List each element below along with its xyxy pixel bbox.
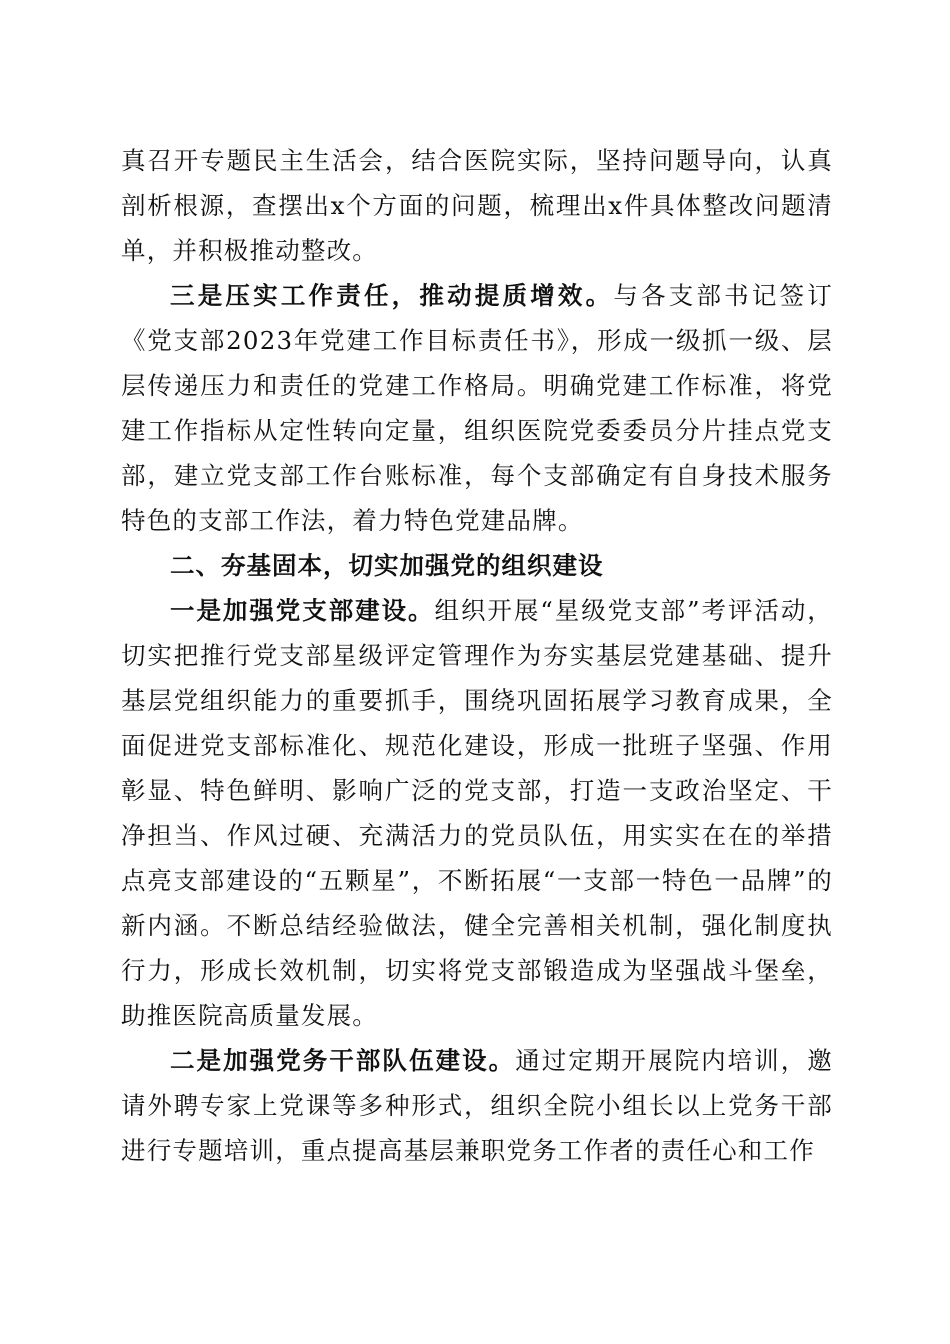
paragraph-text: 通过定期开展院内培训，邀请外聘专家上党课等多种形式，组织全院小组长以上党务干部进行专题培训，重点提高基层兼职党务工作者的责任心和工作 [121, 1046, 833, 1165]
paragraph-text: 与各支部书记签订《党支部2023年党建工作目标责任书》，形成一级抓一级、层层传递压力和责任的党建工作格局。明确党建工作标准，将党建工作指标从定性转向定量，组织医院党委委员分片挂点党支部，建立党支部工作台账标准，每个支部确定有自身技术服务特色的支部工作法，着力特色党建品牌。 [121, 281, 833, 535]
paragraph-text: 真召开专题民主生活会，结合医院实际，坚持问题导向，认真剖析根源，查摆出x个方面的问题，梳理出x件具体整改问题清单，并积极推动整改。 [121, 146, 833, 265]
paragraph-branch-building [121, 588, 833, 1038]
paragraph-responsibility [121, 273, 833, 543]
paragraph-cadre-team [121, 1038, 833, 1173]
paragraph-text: 组织开展“星级党支部”考评活动，切实把推行党支部星级评定管理作为夯实基层党建基础、提升基层党组织能力的重要抓手，围绕巩固拓展学习教育成果，全面促进党支部标准化、规范化建设，形成一批班子坚强、作用彰显、特色鲜明、影响广泛的党支部，打造一支政治坚定、干净担当、作风过硬、充满活力的党员队伍，用实实在在的举措点亮支部建设的“五颗星”，不断拓展“一支部一特色一品牌”的新内涵。不断总结经验做法，健全完善相关机制，强化制度执行力，形成长效机制，切实将党支部锻造成为坚强战斗堡垒，助推医院高质量发展。 [121, 596, 833, 1030]
paragraph-lead: 二是加强党务干部队伍建设。 [170, 1046, 516, 1075]
document-body [121, 138, 833, 1173]
paragraph-lead: 一是加强党支部建设。 [170, 596, 435, 625]
section-heading: 二、夯基固本，切实加强党的组织建设 [170, 551, 604, 580]
paragraph-continuation [121, 138, 833, 273]
paragraph-lead: 三是压实工作责任，推动提质增效。 [170, 281, 614, 310]
